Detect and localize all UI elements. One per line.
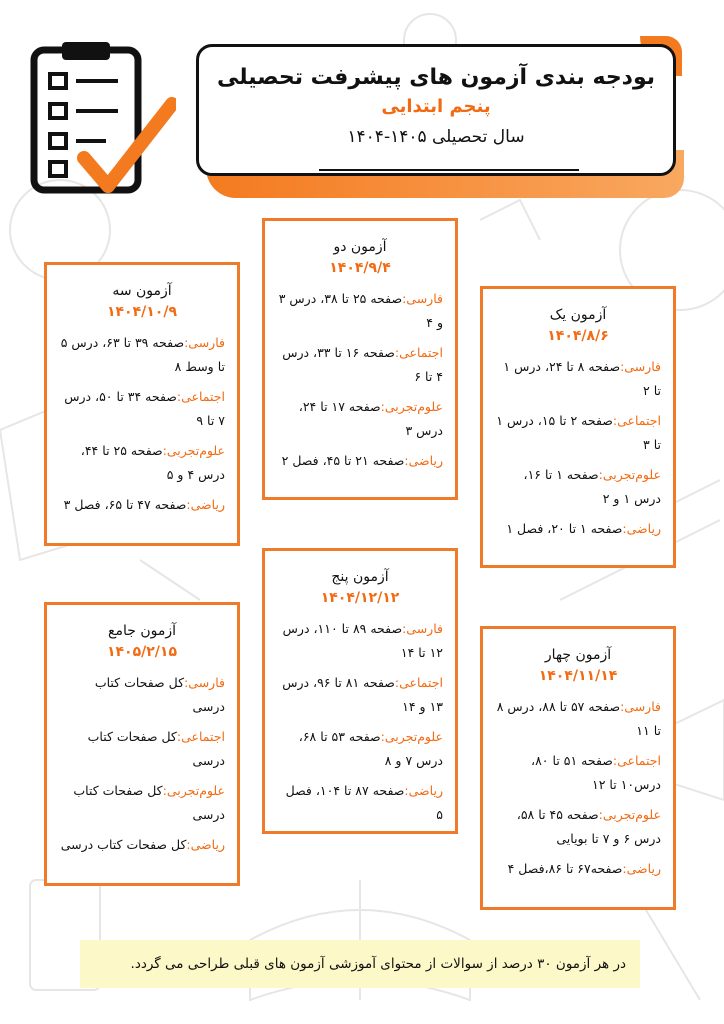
entry-ejtemai: اجتماعی:صفحه ۲ تا ۱۵، درس ۱ تا ۳ xyxy=(496,413,661,452)
card-date: ۱۴۰۴/۸/۶ xyxy=(547,328,609,344)
page-subtitle: پنجم ابتدایی xyxy=(381,96,491,117)
entry-olum: علوم‌تجربی:کل صفحات کتاب درسی xyxy=(73,783,225,822)
card-title: آزمون پنج xyxy=(331,569,389,585)
card-title: آزمون یک xyxy=(549,307,607,323)
entry-riazi: ریاضی:صفحه ۱ تا ۲۰، فصل ۱ xyxy=(506,521,661,536)
entry-ejtemai: اجتماعی:صفحه ۵۱ تا ۸۰، درس۱۰ تا ۱۲ xyxy=(531,753,661,792)
exam-card-comprehensive xyxy=(44,602,240,886)
header-box xyxy=(196,44,676,176)
card-title: آزمون جامع xyxy=(108,623,176,639)
entry-olum: علوم‌تجربی:صفحه ۱ تا ۱۶، درس ۱ و ۲ xyxy=(523,467,661,506)
entry-riazi: ریاضی:کل صفحات کتاب درسی xyxy=(60,837,225,852)
footer-note: در هر آزمون ۳۰ درصد از سوالات از محتوای آموزشی آزمون های قبلی طراحی می گردد. xyxy=(80,940,640,988)
card-title: آزمون دو xyxy=(333,239,387,255)
exam-card-5 xyxy=(262,548,458,834)
clipboard-checklist-icon xyxy=(26,40,176,200)
card-date: ۱۴۰۴/۹/۴ xyxy=(329,260,391,276)
entry-farsi: فارسی:صفحه ۵۷ تا ۸۸، درس ۸ تا ۱۱ xyxy=(496,699,661,738)
card-title: آزمون سه xyxy=(112,283,172,299)
card-date: ۱۴۰۴/۱۰/۹ xyxy=(106,304,178,320)
entry-riazi: ریاضی:صفحه ۴۷ تا ۶۵، فصل ۳ xyxy=(63,497,225,512)
entry-olum: علوم‌تجربی:صفحه ۲۵ تا ۴۴، درس ۴ و ۵ xyxy=(80,443,225,482)
page-title: بودجه بندی آزمون های پیشرفت تحصیلی xyxy=(216,65,656,90)
entry-farsi: فارسی:صفحه ۸ تا ۲۴، درس ۱ تا ۲ xyxy=(503,359,661,398)
card-date: ۱۴۰۵/۲/۱۵ xyxy=(106,644,178,660)
entry-olum: علوم‌تجربی:صفحه ۱۷ تا ۲۴، درس ۳ xyxy=(298,399,443,438)
entry-riazi: ریاضی:صفحه۶۷ تا ۸۶،فصل ۴ xyxy=(507,861,661,876)
entry-ejtemai: اجتماعی:کل صفحات کتاب درسی xyxy=(87,729,225,768)
card-date: ۱۴۰۴/۱۱/۱۴ xyxy=(538,668,618,684)
card-date: ۱۴۰۴/۱۲/۱۲ xyxy=(320,590,400,606)
exam-card-2 xyxy=(262,218,458,500)
exam-card-3 xyxy=(44,262,240,546)
entry-ejtemai: اجتماعی:صفحه ۱۶ تا ۳۳، درس ۴ تا ۶ xyxy=(282,345,443,384)
academic-year: سال تحصیلی ۱۴۰۵-۱۴۰۴ xyxy=(347,127,525,147)
entry-riazi: ریاضی:صفحه ۸۷ تا ۱۰۴، فصل ۵ xyxy=(285,783,443,822)
entry-riazi: ریاضی:صفحه ۲۱ تا ۴۵، فصل ۲ xyxy=(281,453,443,468)
exam-card-1 xyxy=(480,286,676,568)
entry-olum: علوم‌تجربی:صفحه ۵۳ تا ۶۸، درس ۷ و ۸ xyxy=(298,729,443,768)
entry-ejtemai: اجتماعی:صفحه ۳۴ تا ۵۰، درس ۷ تا ۹ xyxy=(64,389,225,428)
entry-olum: علوم‌تجربی:صفحه ۴۵ تا ۵۸، درس ۶ و ۷ تا بویایی xyxy=(516,807,661,846)
entry-farsi: فارسی:صفحه ۳۹ تا ۶۳، درس ۵ تا وسط ۸ xyxy=(60,335,225,374)
exam-card-4 xyxy=(480,626,676,910)
entry-farsi: فارسی:صفحه ۸۹ تا ۱۱۰، درس ۱۲ تا ۱۴ xyxy=(282,621,443,660)
year-underline xyxy=(319,169,579,171)
entry-farsi: فارسی:صفحه ۲۵ تا ۳۸، درس ۳ و ۴ xyxy=(278,291,443,330)
entry-farsi: فارسی:کل صفحات کتاب درسی xyxy=(94,675,225,714)
card-title: آزمون چهار xyxy=(544,647,612,663)
entry-ejtemai: اجتماعی:صفحه ۸۱ تا ۹۶، درس ۱۳ و ۱۴ xyxy=(282,675,443,714)
